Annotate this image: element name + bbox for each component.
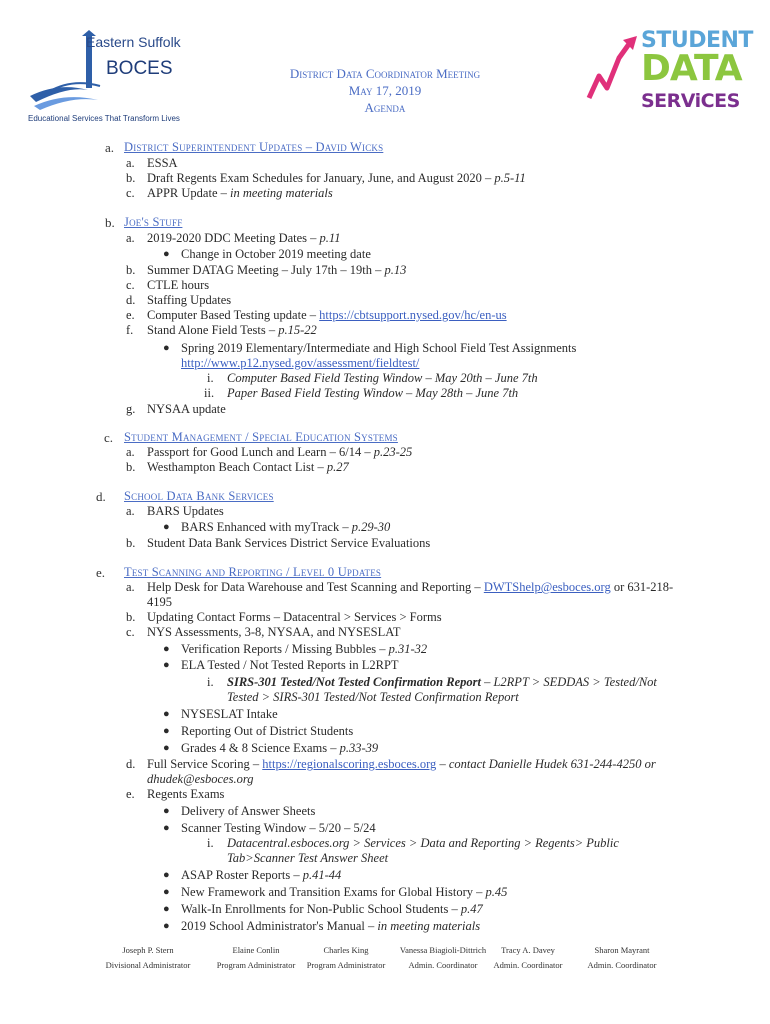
list-marker: a.: [126, 231, 135, 245]
list-item: Summer DATAG Meeting – July 17th – 19th – p.13: [147, 263, 407, 277]
section-a-title[interactable]: District Superintendent Updates – David Wicks: [124, 140, 384, 154]
list-item: Scanner Testing Window – 5/20 – 5/24: [181, 821, 376, 835]
org-tagline: Educational Services That Transform Lives: [28, 114, 180, 123]
staff-name: Vanessa Biagioli-Dittrich: [399, 945, 487, 955]
meeting-date: May 17, 2019: [348, 83, 422, 98]
list-marker: g.: [126, 402, 136, 416]
list-marker: b.: [126, 171, 136, 185]
list-item: NYSESLAT Intake: [181, 707, 278, 721]
list-item: New Framework and Transition Exams for Global History – p.45: [181, 885, 508, 899]
fieldtest-link[interactable]: http://www.p12.nysed.gov/assessment/fieldtest/: [181, 356, 420, 370]
bullet: ●: [163, 886, 170, 898]
list-marker: d.: [126, 293, 136, 307]
bullet: ●: [163, 342, 170, 354]
list-marker: c.: [126, 278, 135, 292]
section-e-letter: e.: [96, 565, 106, 580]
list-item: Verification Reports / Missing Bubbles – p.31-32: [181, 642, 428, 656]
list-item-continuation: 4195: [147, 595, 172, 609]
list-marker: b.: [126, 536, 136, 550]
list-item: Delivery of Answer Sheets: [181, 804, 316, 818]
list-item-continuation: dhudek@esboces.org: [147, 772, 254, 786]
list-item: Updating Contact Forms – Datacentral > Services > Forms: [147, 610, 442, 624]
list-marker: c.: [126, 625, 135, 639]
bullet: ●: [163, 822, 170, 834]
list-item: NYS Assessments, 3-8, NYSAA, and NYSESLAT: [147, 625, 401, 639]
list-marker: e.: [126, 308, 135, 322]
list-item: Change in October 2019 meeting date: [181, 247, 371, 261]
logo-data: DATA: [641, 48, 742, 89]
list-item: 2019-2020 DDC Meeting Dates – p.11: [147, 231, 341, 245]
list-marker: a.: [126, 504, 135, 518]
list-item: Draft Regents Exam Schedules for January, June, and August 2020 – p.5-11: [147, 171, 526, 185]
staff-role: Admin. Coordinator: [408, 960, 478, 970]
section-c-title[interactable]: Student Management / Special Education Systems: [124, 430, 398, 444]
bullet: ●: [163, 521, 170, 533]
list-item: Computer Based Field Testing Window – May 20th – June 7th: [227, 371, 538, 385]
list-marker: b.: [126, 610, 136, 624]
bullet: ●: [163, 869, 170, 881]
staff-name: Joseph P. Stern: [122, 945, 174, 955]
list-item: APPR Update – in meeting materials: [147, 186, 333, 200]
list-marker: a.: [126, 580, 135, 594]
list-item: NYSAA update: [147, 402, 226, 416]
list-marker: b.: [126, 460, 136, 474]
list-marker: ii.: [204, 386, 215, 400]
section-b-letter: b.: [105, 215, 115, 230]
section-d-title[interactable]: School Data Bank Services: [124, 489, 274, 503]
list-item: 2019 School Administrator's Manual – in meeting materials: [181, 919, 481, 933]
list-item: Westhampton Beach Contact List – p.27: [147, 460, 349, 474]
bullet: ●: [163, 920, 170, 932]
staff-role: Divisional Administrator: [105, 960, 191, 970]
list-item: Staffing Updates: [147, 293, 232, 307]
list-item: BARS Updates: [147, 504, 224, 518]
list-item: Full Service Scoring – https://regionalscoring.esboces.org – contact Danielle Hudek 631-244-4250 or: [147, 757, 656, 771]
staff-role: Admin. Coordinator: [493, 960, 563, 970]
list-item: ELA Tested / Not Tested Reports in L2RPT: [181, 658, 399, 672]
list-marker: i.: [207, 675, 214, 689]
org-name-line2: BOCES: [106, 58, 173, 79]
staff-name: Tracy A. Davey: [501, 945, 555, 955]
list-item-continuation: Tested > SIRS-301 Tested/Not Tested Confirmation Report: [227, 690, 519, 704]
list-item: Datacentral.esboces.org > Services > Data and Reporting > Regents> Public: [227, 836, 619, 850]
bullet: ●: [163, 643, 170, 655]
section-d-letter: d.: [96, 489, 106, 504]
list-item: Computer Based Testing update – https://cbtsupport.nysed.gov/hc/en-us: [147, 308, 507, 322]
list-item: Stand Alone Field Tests – p.15-22: [147, 323, 317, 337]
regional-scoring-link[interactable]: https://regionalscoring.esboces.org: [262, 757, 437, 771]
logo-student: STUDENT: [641, 28, 753, 53]
staff-name: Sharon Mayrant: [594, 945, 650, 955]
dwts-help-email-link[interactable]: DWTShelp@esboces.org: [483, 580, 611, 594]
list-item: Help Desk for Data Warehouse and Test Scanning and Reporting – DWTShelp@esboces.org or 631-218-: [147, 580, 674, 594]
list-item: Reporting Out of District Students: [181, 724, 354, 738]
list-marker: b.: [126, 263, 136, 277]
staff-role: Program Administrator: [216, 960, 296, 970]
list-item: ASAP Roster Reports – p.41-44: [181, 868, 342, 882]
list-marker: d.: [126, 757, 136, 771]
student-data-services-logo: [585, 28, 753, 120]
section-b-title[interactable]: Joe's Stuff: [124, 215, 183, 229]
bullet: ●: [163, 725, 170, 737]
logo-services: SERViCES: [641, 90, 740, 112]
list-marker: a.: [126, 445, 135, 459]
bullet: ●: [163, 659, 170, 671]
bullet: ●: [163, 805, 170, 817]
list-item: Grades 4 & 8 Science Exams – p.33-39: [181, 741, 379, 755]
list-item: Paper Based Field Testing Window – May 28th – June 7th: [227, 386, 519, 400]
section-a-letter: a.: [105, 140, 115, 155]
staff-name: Charles King: [323, 945, 369, 955]
bullet: ●: [163, 708, 170, 720]
list-item: SIRS-301 Tested/Not Tested Confirmation Report – L2RPT > SEDDAS > Tested/Not: [227, 675, 657, 689]
agenda-label: Agenda: [364, 100, 406, 115]
list-item: Regents Exams: [147, 787, 225, 801]
list-marker: i.: [207, 371, 214, 385]
section-c-letter: c.: [104, 430, 114, 445]
bullet: ●: [163, 742, 170, 754]
staff-role: Admin. Coordinator: [587, 960, 657, 970]
bullet: ●: [163, 903, 170, 915]
list-item: Spring 2019 Elementary/Intermediate and High School Field Test Assignments: [181, 341, 577, 355]
org-name-line1: Eastern Suffolk: [86, 34, 181, 50]
list-item: BARS Enhanced with myTrack – p.29-30: [181, 520, 391, 534]
list-item-continuation: Tab>Scanner Test Answer Sheet: [227, 851, 389, 865]
staff-name: Elaine Conlin: [232, 945, 280, 955]
list-marker: a.: [126, 156, 135, 170]
list-marker: e.: [126, 787, 135, 801]
list-item: Walk-In Enrollments for Non-Public School Students – p.47: [181, 902, 483, 916]
list-marker: i.: [207, 836, 214, 850]
chart-arrow-icon: [585, 36, 640, 106]
list-item: ESSA: [147, 156, 178, 170]
list-item: Passport for Good Lunch and Learn – 6/14 – p.23-25: [147, 445, 413, 459]
bullet: ●: [163, 248, 170, 260]
list-marker: c.: [126, 186, 135, 200]
page-title: District Data Coordinator Meeting: [289, 66, 481, 81]
section-e-title[interactable]: Test Scanning and Reporting / Level 0 Updates: [124, 565, 382, 579]
list-marker: f.: [126, 323, 134, 337]
list-item: Student Data Bank Services District Service Evaluations: [147, 536, 431, 550]
staff-role: Program Administrator: [306, 960, 386, 970]
list-item: CTLE hours: [147, 278, 210, 292]
cbt-support-link[interactable]: https://cbtsupport.nysed.gov/hc/en-us: [319, 308, 507, 322]
